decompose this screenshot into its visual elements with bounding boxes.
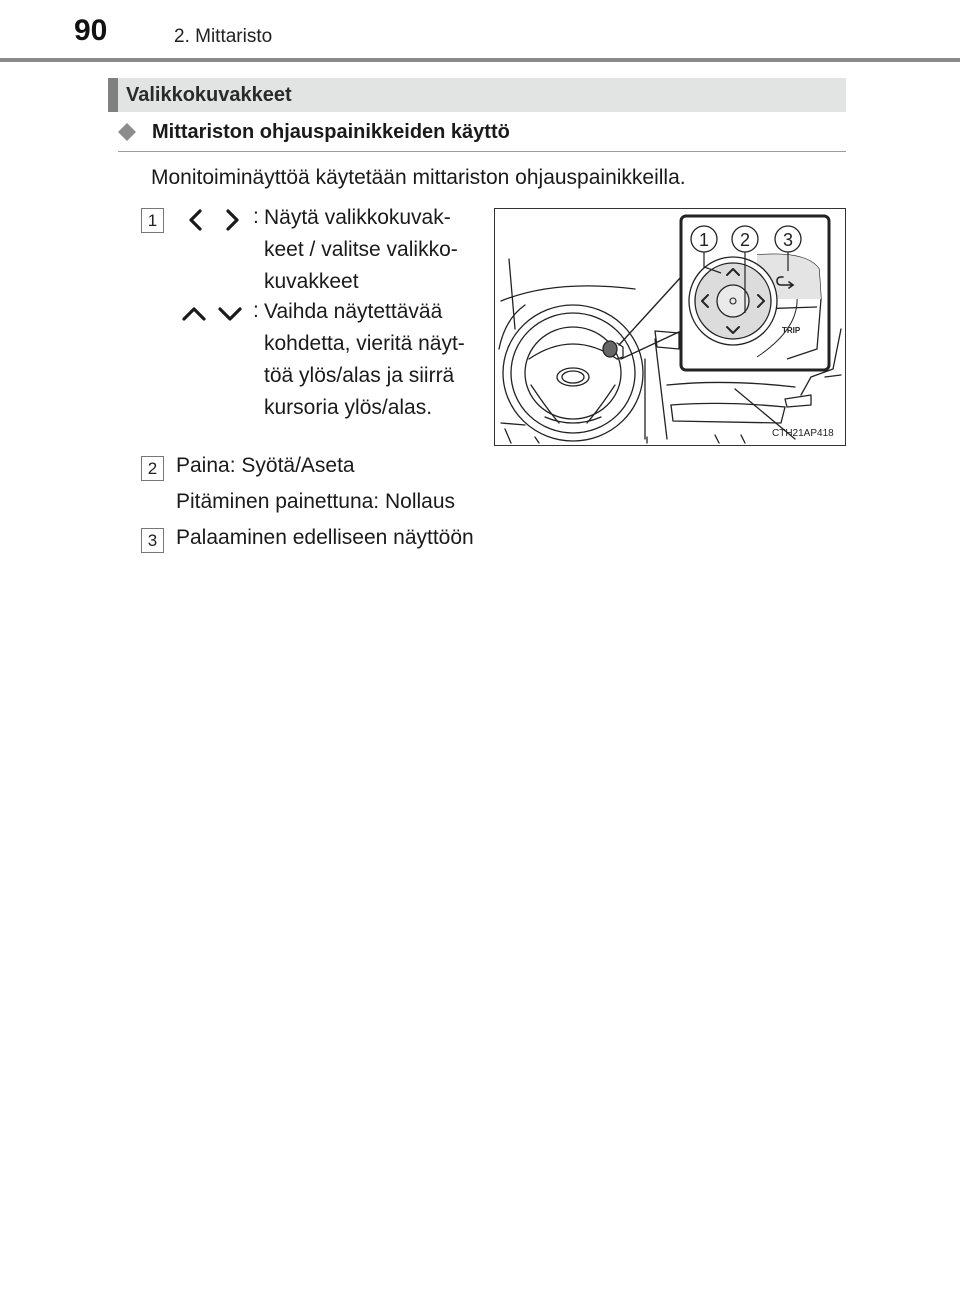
item-2-line-2: Pitäminen painettuna: Nollaus xyxy=(176,490,456,513)
chevron-right-icon xyxy=(228,211,237,229)
chevron-left-right-icons xyxy=(186,208,242,234)
item-2-line-1: Paina: Syötä/Aseta xyxy=(176,454,355,477)
svg-text:3: 3 xyxy=(147,531,158,550)
item-number-badge xyxy=(141,528,164,553)
text-line: kursoria ylös/alas. xyxy=(264,396,433,419)
chevron-left-icon xyxy=(191,211,200,229)
section-title: Valikkokuvakkeet xyxy=(126,84,292,106)
steering-wheel-illustration xyxy=(494,208,846,446)
item-number-badge xyxy=(141,456,164,481)
trip-label: TRIP xyxy=(782,326,801,335)
text-line: kuvakkeet xyxy=(264,270,359,293)
intro-paragraph: Monitoiminäyttöä käytetään mittariston ohjauspainikkeilla. xyxy=(151,166,686,189)
item-3-line-1: Palaaminen edelliseen näyttöön xyxy=(176,526,474,549)
item-1-description-a xyxy=(264,202,476,298)
callout-3 xyxy=(775,226,801,252)
text-line: Näytä valikkokuvak- xyxy=(264,206,451,229)
subsection-rule xyxy=(118,151,846,152)
svg-text:1: 1 xyxy=(147,211,158,230)
svg-text:2: 2 xyxy=(739,230,751,250)
text-line: töä ylös/alas ja siirrä xyxy=(264,364,455,387)
text-line: keet / valitse valikko- xyxy=(264,238,458,261)
chapter-title: 2. Mittaristo xyxy=(174,26,273,47)
svg-text:1: 1 xyxy=(698,230,710,250)
page-number: 90 xyxy=(74,14,108,47)
svg-text:2: 2 xyxy=(147,459,158,478)
subsection-title: Mittariston ohjauspainikkeiden käyttö xyxy=(152,121,510,143)
svg-text:3: 3 xyxy=(782,230,794,250)
definition-colon: : xyxy=(253,205,259,228)
text-line: Vaihda näytettävää xyxy=(264,300,443,323)
steering-wheel-switch-diagram xyxy=(495,209,845,445)
item-number-badge xyxy=(141,208,164,233)
figure-code: CTH21AP418 xyxy=(772,428,834,439)
header-rule xyxy=(0,58,960,62)
chevron-down-icon xyxy=(220,309,240,319)
chevron-up-down-icons xyxy=(180,304,244,324)
chevron-up-icon xyxy=(184,309,204,319)
callout-1 xyxy=(691,226,717,252)
callout-2 xyxy=(732,226,758,252)
item-1-description-b xyxy=(264,296,476,424)
section-banner-bar xyxy=(108,78,118,112)
definition-colon: : xyxy=(253,299,259,322)
text-line: kohdetta, vieritä näyt- xyxy=(264,332,465,355)
diamond-bullet-icon xyxy=(118,123,136,141)
